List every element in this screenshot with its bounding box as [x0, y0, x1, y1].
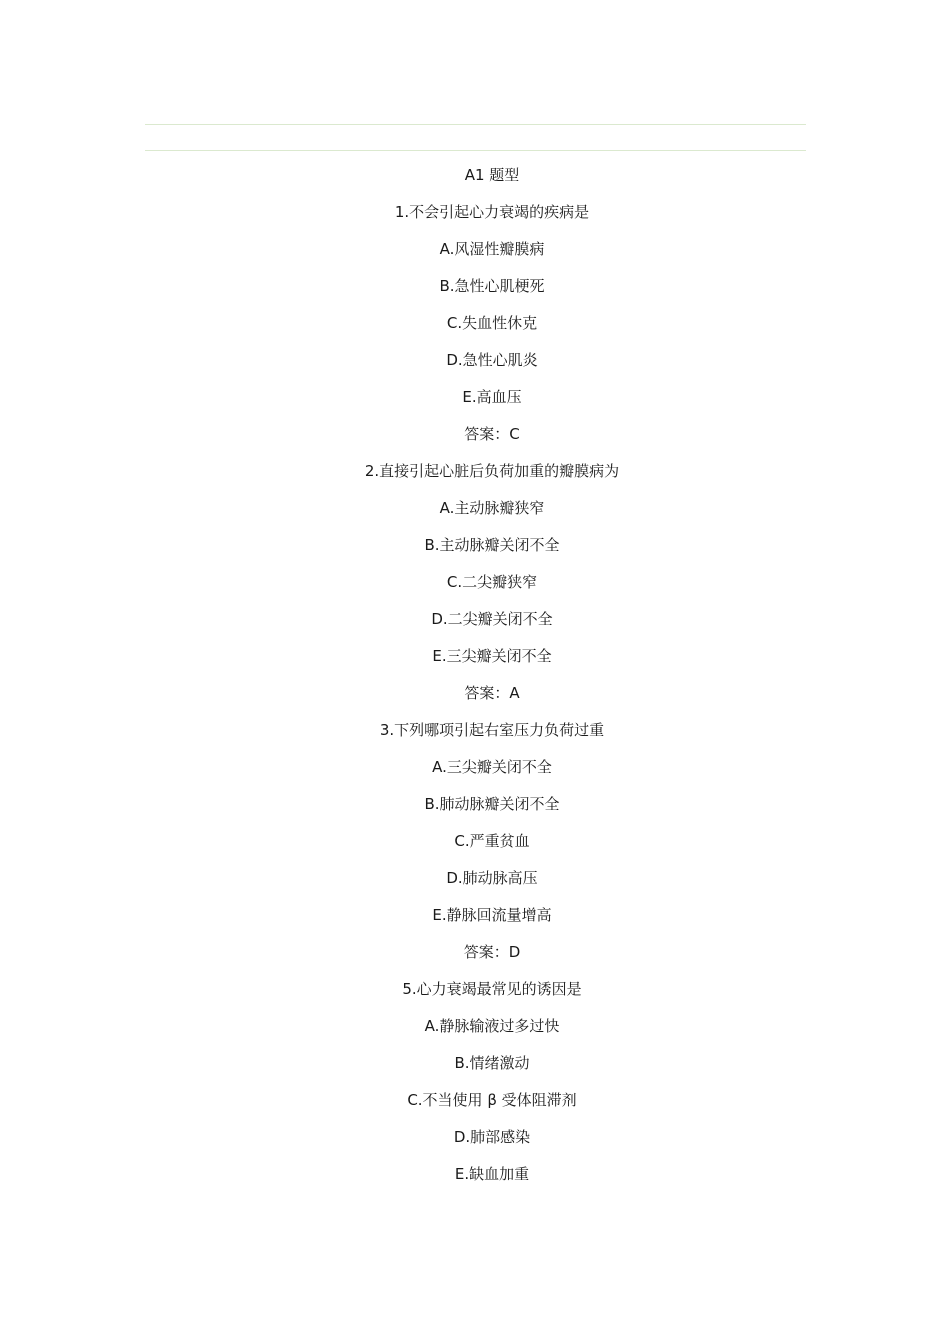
option-e: E.缺血加重 [454, 1165, 530, 1183]
option-b: B.情绪激动 [454, 1054, 530, 1072]
option-d: D.二尖瓣关闭不全 [431, 610, 553, 628]
question-2 [0, 459, 950, 718]
option-d: D.肺部感染 [453, 1128, 531, 1146]
option-c: C.失血性休克 [446, 314, 538, 332]
question-stem: 3.下列哪项引起右室压力负荷过重 [379, 721, 605, 739]
option-d: D.肺动脉高压 [446, 869, 538, 887]
option-e: E.三尖瓣关闭不全 [432, 647, 552, 665]
top-divider [145, 124, 806, 125]
option-a: A.主动脉瓣狭窄 [439, 499, 545, 517]
question-5 [0, 977, 950, 1199]
option-a: A.三尖瓣关闭不全 [432, 758, 552, 776]
question-stem: 2.直接引起心脏后负荷加重的瓣膜病为 [364, 462, 620, 480]
document-body [0, 163, 950, 1199]
question-3 [0, 718, 950, 977]
answer: 答案：A [464, 684, 520, 702]
option-b: B.急性心肌梗死 [439, 277, 545, 295]
answer: 答案：C [464, 425, 520, 443]
option-e: E.高血压 [462, 388, 522, 406]
option-e: E.静脉回流量增高 [432, 906, 552, 924]
option-a: A.静脉输液过多过快 [424, 1017, 560, 1035]
option-c: C.不当使用 β 受体阻滞剂 [407, 1091, 577, 1109]
option-d: D.急性心肌炎 [446, 351, 538, 369]
option-a: A.风湿性瓣膜病 [439, 240, 545, 258]
question-stem: 1.不会引起心力衰竭的疾病是 [394, 203, 590, 221]
question-1 [0, 200, 950, 459]
option-b: B.主动脉瓣关闭不全 [424, 536, 560, 554]
option-c: C.二尖瓣狭窄 [446, 573, 538, 591]
question-stem: 5.心力衰竭最常见的诱因是 [402, 980, 582, 998]
answer: 答案：D [463, 943, 521, 961]
section-title: A1 题型 [464, 166, 520, 184]
option-c: C.严重贫血 [454, 832, 530, 850]
header-divider [145, 150, 806, 151]
option-b: B.肺动脉瓣关闭不全 [424, 795, 560, 813]
